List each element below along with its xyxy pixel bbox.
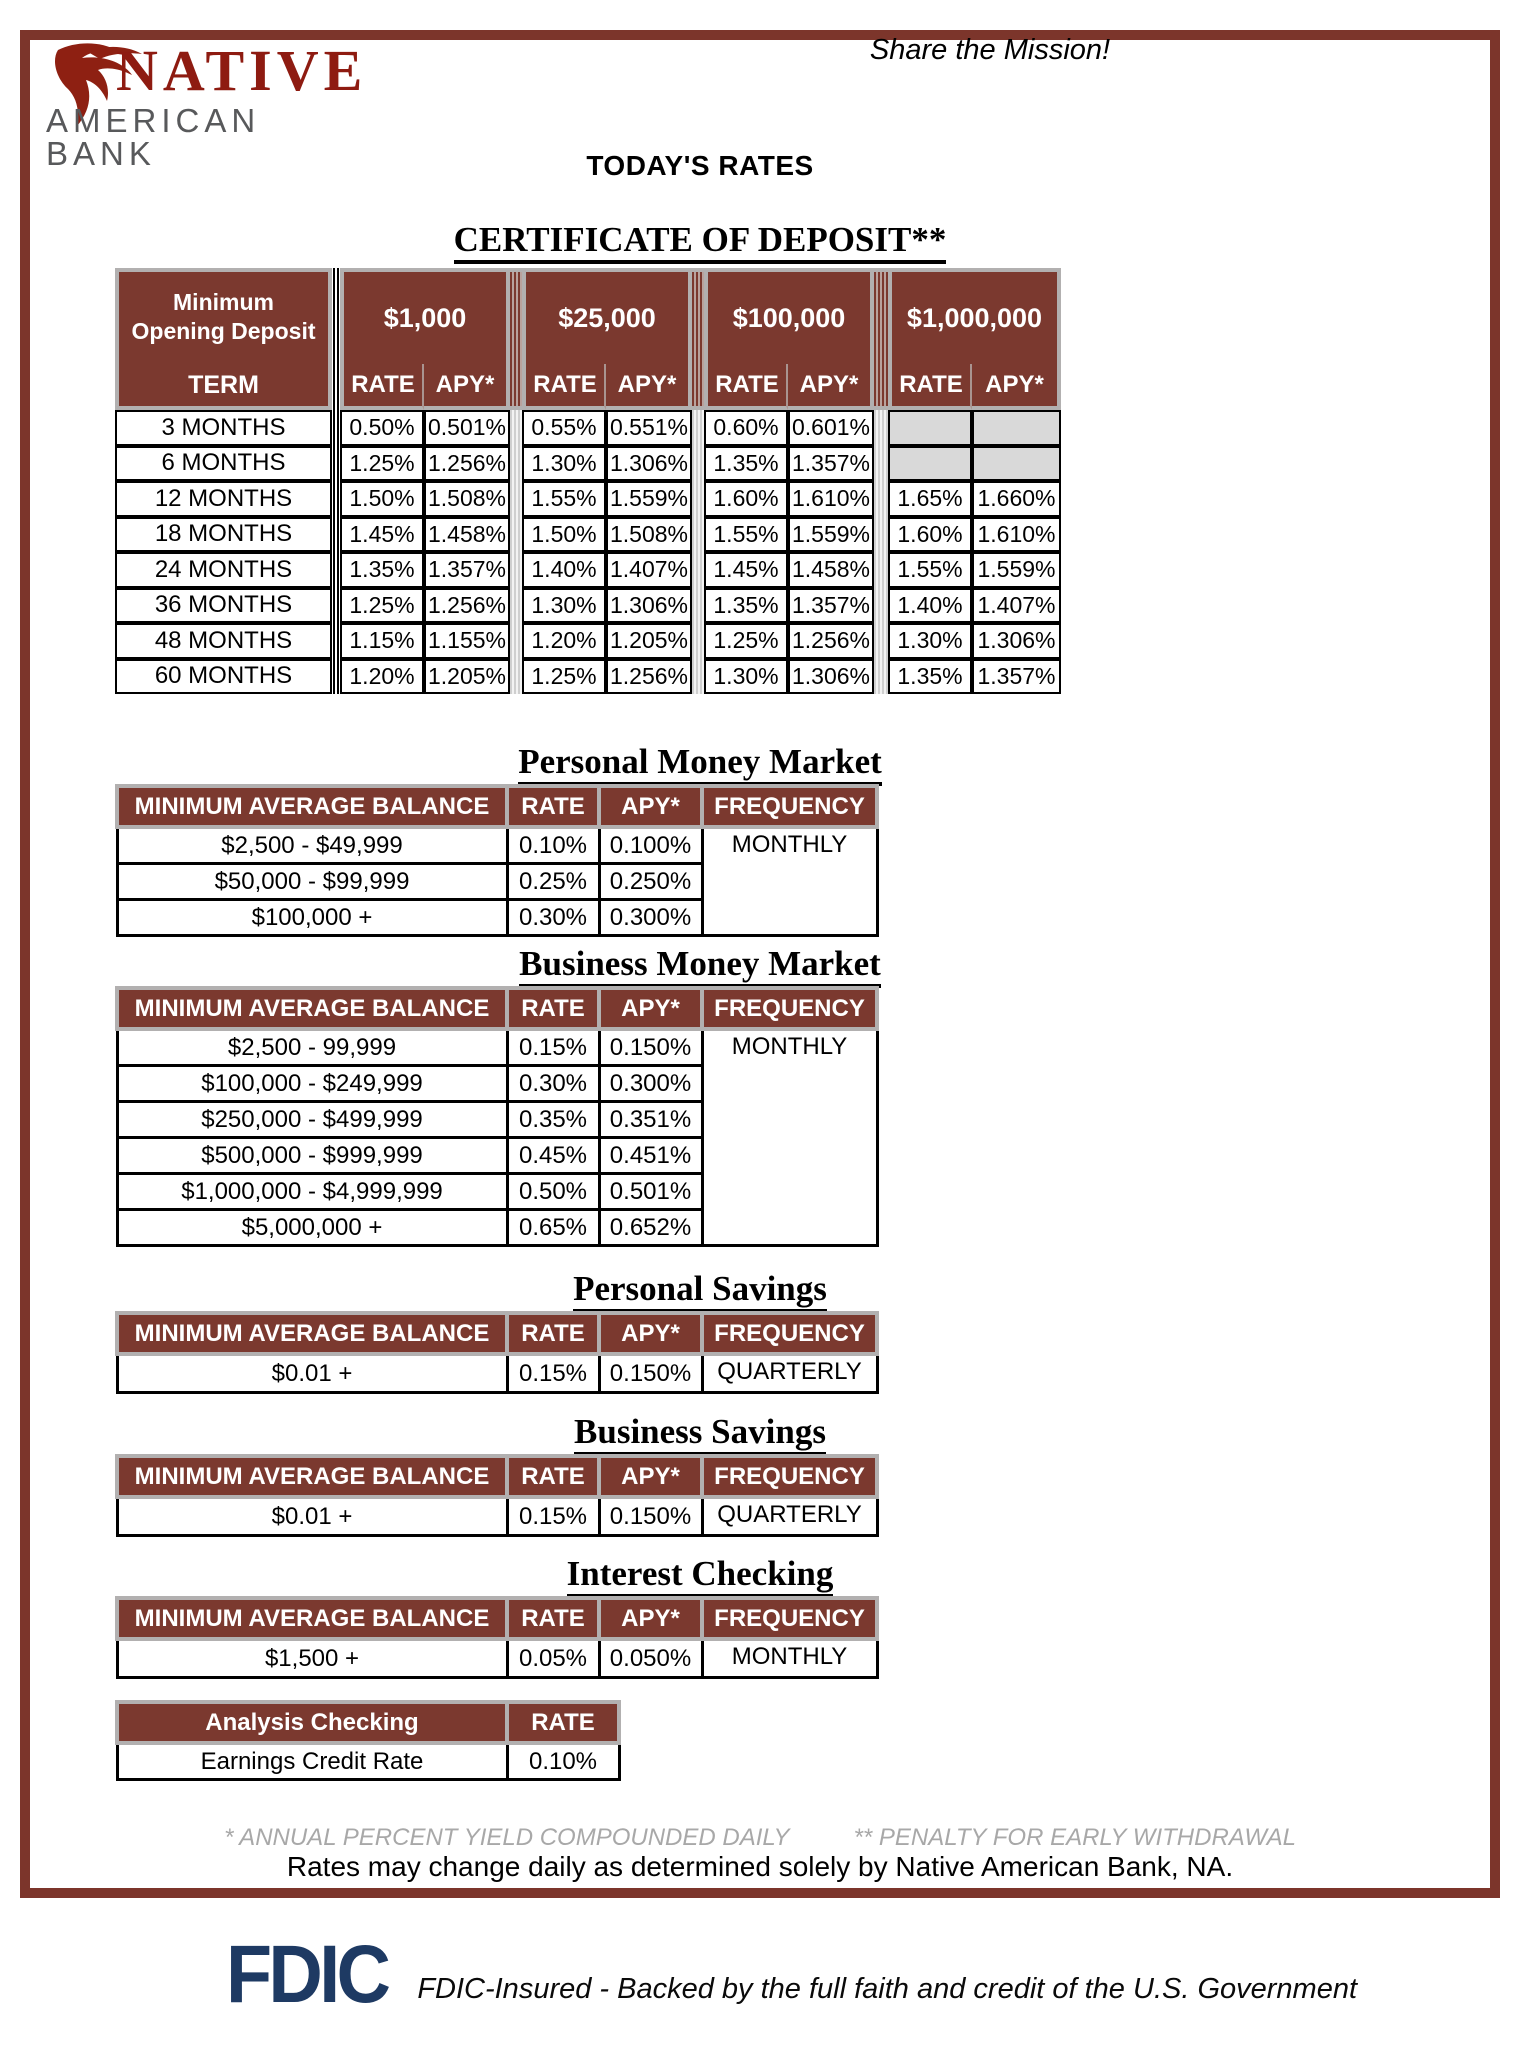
cd-term-cell: 48 MONTHS	[115, 623, 332, 659]
group-separator	[692, 268, 704, 410]
table-header-row	[117, 1313, 877, 1354]
cd-rate-cell: 1.60%	[888, 517, 972, 553]
cd-apy-header: APY*	[972, 364, 1061, 410]
group-separator	[510, 268, 522, 410]
cd-apy-cell: 1.508%	[606, 517, 692, 553]
column-header: APY*	[599, 786, 702, 827]
cd-rate-cell: 0.60%	[704, 410, 788, 446]
analysis-header-rate: RATE	[507, 1702, 619, 1743]
frequency-value: QUARTERLY	[702, 1354, 877, 1393]
cd-rate-header: RATE	[522, 364, 606, 410]
cd-rate-cell: 1.55%	[704, 517, 788, 553]
cd-term-cell: 24 MONTHS	[115, 552, 332, 588]
interest-checking-table	[115, 1596, 879, 1679]
cd-rate-cell: 0.55%	[522, 410, 606, 446]
cd-term-cell: 3 MONTHS	[115, 410, 332, 446]
group-separator	[510, 410, 522, 694]
cd-apy-cell: 0.551%	[606, 410, 692, 446]
table-header-row	[117, 1598, 877, 1639]
cd-apy-cell: 1.357%	[424, 552, 510, 588]
frequency-value: QUARTERLY	[702, 1497, 877, 1536]
footnote-apy: * ANNUAL PERCENT YIELD COMPOUNDED DAILY	[224, 1824, 790, 1851]
balance-cell: $1,000,000 - $4,999,999	[117, 1174, 507, 1210]
cd-apy-cell: 1.559%	[972, 552, 1061, 588]
cd-apy-cell: 1.407%	[972, 588, 1061, 624]
section-title-business-money-market: Business Money Market	[519, 946, 881, 988]
rates-disclaimer: Rates may change daily as determined solely by Native American Bank, NA.	[286, 1851, 1234, 1882]
cd-apy-cell: 1.610%	[972, 517, 1061, 553]
column-header: FREQUENCY	[702, 1598, 877, 1639]
rate-cell: 0.65%	[507, 1210, 599, 1246]
cd-apy-cell: 1.306%	[606, 588, 692, 624]
column-header: RATE	[507, 786, 599, 827]
cd-apy-header: APY*	[788, 364, 874, 410]
cd-apy-cell: 1.306%	[788, 659, 874, 695]
apy-cell: 0.300%	[599, 900, 702, 936]
table-header-row	[117, 786, 877, 827]
column-header: APY*	[599, 1598, 702, 1639]
cd-term-cell: 36 MONTHS	[115, 588, 332, 624]
column-header: MINIMUM AVERAGE BALANCE	[117, 786, 507, 827]
column-header: RATE	[507, 1456, 599, 1497]
rate-cell: 0.10%	[507, 827, 599, 864]
column-header: APY*	[599, 1456, 702, 1497]
rate-cell: 0.30%	[507, 1066, 599, 1102]
cd-apy-cell: 1.155%	[424, 623, 510, 659]
cd-apy-cell: 1.559%	[606, 481, 692, 517]
section-heading-wrap	[115, 1556, 1285, 1598]
cd-apy-cell	[972, 410, 1061, 446]
section-heading-wrap	[115, 946, 1285, 988]
balance-cell: $5,000,000 +	[117, 1210, 507, 1246]
section-heading-wrap	[115, 1271, 1285, 1313]
section-title-business-savings: Business Savings	[574, 1414, 826, 1456]
column-header: MINIMUM AVERAGE BALANCE	[117, 1313, 507, 1354]
cd-apy-cell: 1.357%	[788, 446, 874, 482]
rate-cell: 0.30%	[507, 900, 599, 936]
cd-apy-cell: 1.407%	[606, 552, 692, 588]
cd-apy-header: APY*	[424, 364, 510, 410]
cd-apy-cell: 1.306%	[972, 623, 1061, 659]
cd-heading-wrap	[115, 222, 1285, 264]
column-header: MINIMUM AVERAGE BALANCE	[117, 1456, 507, 1497]
cd-rate-cell: 1.15%	[340, 623, 424, 659]
cd-apy-cell: 0.501%	[424, 410, 510, 446]
cd-rate-cell	[888, 446, 972, 482]
section-title-personal-savings: Personal Savings	[573, 1271, 827, 1313]
apy-cell: 0.652%	[599, 1210, 702, 1246]
balance-cell: $2,500 - 99,999	[117, 1029, 507, 1066]
table-row	[117, 1029, 877, 1066]
cd-group-header: $1,000,000	[888, 268, 1061, 364]
cd-term-cell: 6 MONTHS	[115, 446, 332, 482]
cd-term-label: TERM	[188, 371, 259, 399]
section-heading-wrap	[115, 744, 1285, 786]
apy-cell: 0.150%	[599, 1354, 702, 1393]
cd-term-cell: 60 MONTHS	[115, 659, 332, 695]
cd-rate-cell: 1.35%	[704, 588, 788, 624]
table-row	[117, 1354, 877, 1393]
cd-group-header: $25,000	[522, 268, 692, 364]
cd-rate-cell: 0.50%	[340, 410, 424, 446]
analysis-header-title: Analysis Checking	[117, 1702, 507, 1743]
cd-rate-cell: 1.25%	[522, 659, 606, 695]
cd-apy-cell: 1.205%	[606, 623, 692, 659]
cd-group-header: $100,000	[704, 268, 874, 364]
balance-cell: $50,000 - $99,999	[117, 864, 507, 900]
cd-apy-cell: 1.610%	[788, 481, 874, 517]
cd-rate-cell: 1.20%	[522, 623, 606, 659]
rate-cell: 0.15%	[507, 1029, 599, 1066]
frequency-value: MONTHLY	[702, 1639, 877, 1678]
business-savings-table	[115, 1454, 879, 1537]
rate-cell: 0.15%	[507, 1354, 599, 1393]
personal-money-market-table	[115, 784, 879, 937]
group-separator	[874, 268, 888, 410]
fdic-banner	[226, 1929, 1358, 2020]
cd-apy-cell: 1.357%	[972, 659, 1061, 695]
analysis-row-label: Earnings Credit Rate	[117, 1743, 507, 1780]
column-header: APY*	[599, 988, 702, 1029]
rate-cell: 0.35%	[507, 1102, 599, 1138]
rate-cell: 0.25%	[507, 864, 599, 900]
cd-apy-header: APY*	[606, 364, 692, 410]
cd-apy-cell: 1.660%	[972, 481, 1061, 517]
cd-rate-header: RATE	[704, 364, 788, 410]
balance-cell: $500,000 - $999,999	[117, 1138, 507, 1174]
column-header: FREQUENCY	[702, 1456, 877, 1497]
balance-cell: $250,000 - $499,999	[117, 1102, 507, 1138]
cd-corner-header	[115, 268, 332, 410]
cd-table	[115, 268, 1061, 694]
column-header: FREQUENCY	[702, 988, 877, 1029]
section-title-personal-money-market: Personal Money Market	[518, 744, 882, 786]
apy-cell: 0.150%	[599, 1497, 702, 1536]
cd-rate-cell: 1.30%	[522, 446, 606, 482]
cd-term-cell: 12 MONTHS	[115, 481, 332, 517]
cd-rate-cell: 1.50%	[340, 481, 424, 517]
fdic-statement: FDIC-Insured - Backed by the full faith and credit of the U.S. Government	[417, 1972, 1358, 2005]
cd-term-cell: 18 MONTHS	[115, 517, 332, 553]
apy-cell: 0.451%	[599, 1138, 702, 1174]
apy-cell: 0.351%	[599, 1102, 702, 1138]
cd-apy-cell	[972, 446, 1061, 482]
cd-apy-cell: 0.601%	[788, 410, 874, 446]
balance-cell: $0.01 +	[117, 1354, 507, 1393]
balance-cell: $2,500 - $49,999	[117, 827, 507, 864]
rate-cell: 0.50%	[507, 1174, 599, 1210]
personal-savings-table	[115, 1311, 879, 1394]
analysis-rate-value: 0.10%	[507, 1743, 619, 1780]
apy-cell: 0.300%	[599, 1066, 702, 1102]
column-header: RATE	[507, 988, 599, 1029]
cd-rate-header: RATE	[888, 364, 972, 410]
cd-rate-cell: 1.60%	[704, 481, 788, 517]
balance-cell: $1,500 +	[117, 1639, 507, 1678]
column-header: FREQUENCY	[702, 786, 877, 827]
cd-apy-cell: 1.559%	[788, 517, 874, 553]
cd-rate-cell: 1.45%	[340, 517, 424, 553]
frequency-value: MONTHLY	[702, 1029, 877, 1246]
cd-apy-cell: 1.357%	[788, 588, 874, 624]
cd-apy-cell: 1.458%	[424, 517, 510, 553]
bank-logo	[44, 38, 384, 172]
balance-cell: $0.01 +	[117, 1497, 507, 1536]
group-separator	[692, 410, 704, 694]
rate-cell: 0.05%	[507, 1639, 599, 1678]
cd-rate-cell: 1.35%	[888, 659, 972, 695]
footnote-penalty: ** PENALTY FOR EARLY WITHDRAWAL	[853, 1824, 1296, 1851]
rate-cell: 0.45%	[507, 1138, 599, 1174]
term-column-separator	[332, 268, 340, 694]
apy-cell: 0.250%	[599, 864, 702, 900]
cd-rate-cell: 1.50%	[522, 517, 606, 553]
section-title-interest-checking: Interest Checking	[567, 1556, 834, 1598]
rate-cell: 0.15%	[507, 1497, 599, 1536]
cd-rate-cell: 1.20%	[340, 659, 424, 695]
table-row	[117, 827, 877, 864]
cd-rate-cell: 1.35%	[340, 552, 424, 588]
cd-rate-cell: 1.30%	[522, 588, 606, 624]
footnotes	[115, 1824, 1405, 1852]
table-header-row	[117, 1456, 877, 1497]
cd-apy-cell: 1.306%	[606, 446, 692, 482]
cd-rate-cell: 1.35%	[704, 446, 788, 482]
share-the-mission-banner: Share the Mission!	[869, 34, 1111, 66]
balance-cell: $100,000 - $249,999	[117, 1066, 507, 1102]
cd-group-header: $1,000	[340, 268, 510, 364]
cd-corner-label: Minimum Opening Deposit	[131, 289, 316, 344]
apy-cell: 0.501%	[599, 1174, 702, 1210]
column-header: MINIMUM AVERAGE BALANCE	[117, 988, 507, 1029]
frequency-value: MONTHLY	[702, 827, 877, 936]
cd-apy-cell: 1.458%	[788, 552, 874, 588]
cd-apy-cell: 1.256%	[606, 659, 692, 695]
cd-apy-cell: 1.508%	[424, 481, 510, 517]
cd-rate-cell: 1.40%	[522, 552, 606, 588]
apy-cell: 0.050%	[599, 1639, 702, 1678]
cd-rate-cell: 1.55%	[522, 481, 606, 517]
logo-native-text: NATIVE	[116, 38, 368, 103]
fdic-logo: FDIC	[226, 1929, 388, 2020]
table-row	[117, 1497, 877, 1536]
cd-rate-cell: 1.25%	[340, 446, 424, 482]
cd-apy-cell: 1.256%	[788, 623, 874, 659]
section-heading-wrap	[115, 1414, 1285, 1456]
table-header-row	[117, 988, 877, 1029]
cd-rate-cell: 1.40%	[888, 588, 972, 624]
cd-rate-cell: 1.25%	[704, 623, 788, 659]
cd-rate-header: RATE	[340, 364, 424, 410]
table-header-row	[117, 1702, 619, 1743]
cd-rate-cell: 1.25%	[340, 588, 424, 624]
column-header: APY*	[599, 1313, 702, 1354]
group-separator	[874, 410, 888, 694]
business-money-market-table	[115, 986, 879, 1247]
column-header: MINIMUM AVERAGE BALANCE	[117, 1598, 507, 1639]
todays-rates-title: TODAY'S RATES	[586, 150, 814, 181]
table-row	[117, 1639, 877, 1678]
cd-apy-cell: 1.205%	[424, 659, 510, 695]
cd-apy-cell: 1.256%	[424, 446, 510, 482]
cd-rate-cell	[888, 410, 972, 446]
logo-american-bank-text: AMERICAN BANK	[46, 102, 261, 172]
cd-apy-cell: 1.256%	[424, 588, 510, 624]
analysis-checking-table	[115, 1700, 621, 1781]
apy-cell: 0.100%	[599, 827, 702, 864]
column-header: RATE	[507, 1598, 599, 1639]
column-header: FREQUENCY	[702, 1313, 877, 1354]
cd-rate-cell: 1.55%	[888, 552, 972, 588]
apy-cell: 0.150%	[599, 1029, 702, 1066]
cd-section-title: CERTIFICATE OF DEPOSIT**	[454, 222, 947, 264]
cd-rate-cell: 1.45%	[704, 552, 788, 588]
column-header: RATE	[507, 1313, 599, 1354]
balance-cell: $100,000 +	[117, 900, 507, 936]
cd-rate-cell: 1.65%	[888, 481, 972, 517]
cd-rate-cell: 1.30%	[888, 623, 972, 659]
table-row	[117, 1743, 619, 1780]
cd-rate-cell: 1.30%	[704, 659, 788, 695]
